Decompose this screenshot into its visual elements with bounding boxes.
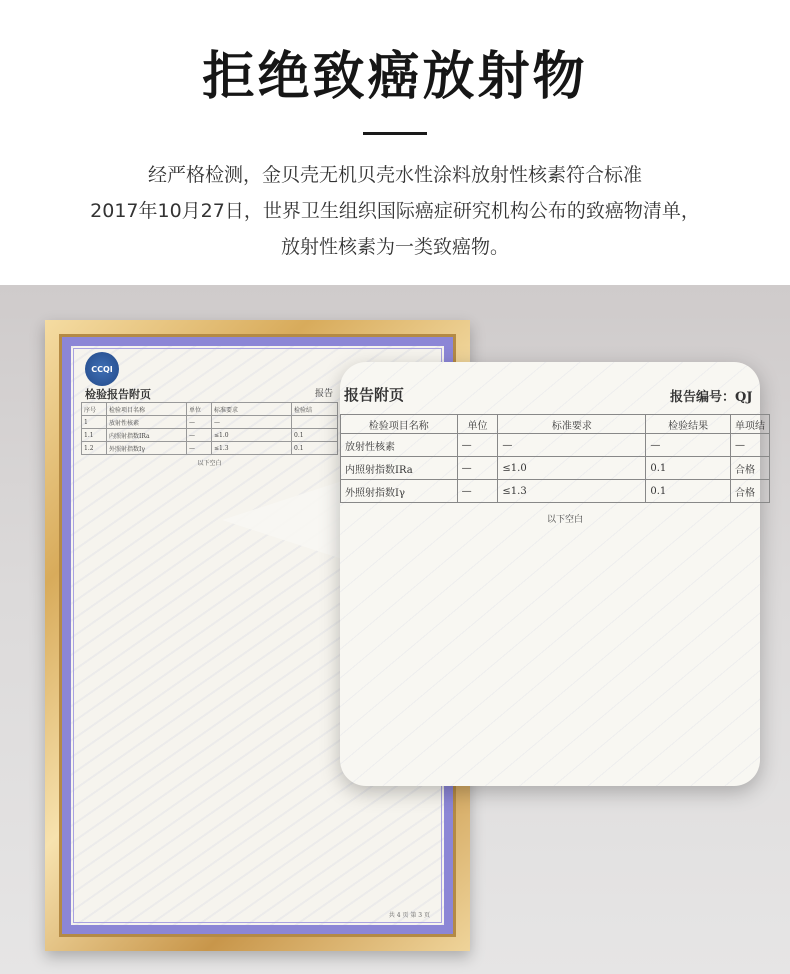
table-cell xyxy=(292,416,338,429)
table-cell: — xyxy=(212,416,292,429)
table-header-cell: 单位 xyxy=(187,403,212,416)
table-cell: 合格 xyxy=(731,457,770,480)
table-cell: ≤1.0 xyxy=(212,429,292,442)
table-cell: — xyxy=(187,442,212,455)
description-line-2: 2017年10月27日，世界卫生组织国际癌症研究机构公布的致癌物清单， xyxy=(90,200,700,222)
table-cell: ≤1.3 xyxy=(498,480,646,503)
certificate-heading: 检验报告附页 xyxy=(85,388,151,401)
certificate-page-footer: 共 4 页 第 3 页 xyxy=(388,912,430,919)
table-cell: 1.2 xyxy=(82,442,107,455)
table-cell: 内照射指数IRa xyxy=(107,429,187,442)
table-cell: 合格 xyxy=(731,480,770,503)
zoomed-report-card xyxy=(340,362,765,786)
table-cell: — xyxy=(457,480,498,503)
table-header-cell: 序号 xyxy=(82,403,107,416)
report-number-label: 报告编号： xyxy=(670,390,736,405)
certificate-end-note: 以下空白 xyxy=(197,460,222,467)
table-cell: — xyxy=(187,429,212,442)
table-header-row xyxy=(341,415,770,434)
table-header-cell: 检验项目名称 xyxy=(341,415,458,434)
table-header-cell: 标准要求 xyxy=(498,415,646,434)
table-cell: 0.1 xyxy=(646,457,731,480)
ccqi-logo-icon: CCQI xyxy=(85,352,119,386)
table-cell: 1 xyxy=(82,416,107,429)
table-header-cell: 标准要求 xyxy=(212,403,292,416)
table-row xyxy=(82,442,338,455)
table-header-cell: 检验项目名称 xyxy=(107,403,187,416)
table-cell: — xyxy=(498,434,646,457)
table-cell: 外照射指数Iγ xyxy=(341,480,458,503)
table-cell: 1.1 xyxy=(82,429,107,442)
table-row xyxy=(341,480,770,503)
table-header-cell: 单位 xyxy=(457,415,498,434)
table-cell: 放射性核素 xyxy=(107,416,187,429)
zoom-result-table xyxy=(340,414,770,503)
table-cell: 外照射指数Iγ xyxy=(107,442,187,455)
description-line-1: 经严格检测，金贝壳无机贝壳水性涂料放射性核素符合标准 xyxy=(147,164,642,186)
header-section xyxy=(0,0,790,285)
table-row xyxy=(341,434,770,457)
table-row xyxy=(82,416,338,429)
zoom-heading: 报告附页 xyxy=(344,386,405,404)
zoom-end-note: 以下空白 xyxy=(546,515,583,525)
certificate-report-label: 报告 xyxy=(315,389,334,399)
table-cell: 0.1 xyxy=(292,442,338,455)
certificate-table xyxy=(81,402,338,455)
table-cell: 放射性核素 xyxy=(341,434,458,457)
table-header-row xyxy=(82,403,338,416)
table-cell: 0.1 xyxy=(646,480,731,503)
table-cell: — xyxy=(187,416,212,429)
table-cell: — xyxy=(457,434,498,457)
table-row xyxy=(82,429,338,442)
zoom-report-number xyxy=(670,386,753,405)
table-header-cell: 单项结 xyxy=(731,415,770,434)
table-cell: — xyxy=(457,457,498,480)
table-row xyxy=(341,457,770,480)
table-header-cell: 检验结 xyxy=(292,403,338,416)
report-number-value: QJ xyxy=(735,390,753,405)
table-cell: ≤1.3 xyxy=(212,442,292,455)
table-header-cell: 检验结果 xyxy=(646,415,731,434)
table-cell: ≤1.0 xyxy=(498,457,646,480)
page-title: 拒绝致癌放射物 xyxy=(202,47,588,107)
table-cell: 0.1 xyxy=(292,429,338,442)
title-divider xyxy=(363,132,427,135)
description-line-3: 放射性核素为一类致癌物。 xyxy=(280,236,509,258)
table-cell: 内照射指数IRa xyxy=(341,457,458,480)
table-cell: — xyxy=(646,434,731,457)
table-cell: — xyxy=(731,434,770,457)
